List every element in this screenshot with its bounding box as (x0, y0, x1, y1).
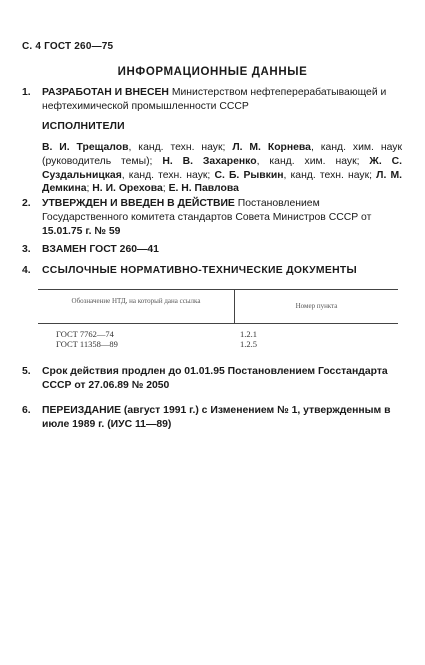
section-2 (22, 197, 402, 239)
executor-name: Л. М. Корнева (232, 142, 311, 153)
table-header-rule (38, 323, 398, 324)
page-title: ИНФОРМАЦИОННЫЕ ДАННЫЕ (117, 66, 308, 78)
section-2-heading: УТВЕРЖДЕН И ВВЕДЕН В ДЕЙСТВИЕ (42, 198, 235, 209)
table-top-rule (38, 289, 398, 290)
section-2-date: 15.01.75 г. № 59 (42, 226, 121, 237)
executor-title: , канд. техн. наук; (121, 169, 215, 181)
executor-title: , канд. техн. наук; (128, 142, 233, 153)
executors-heading: ИСПОЛНИТЕЛИ (42, 121, 125, 132)
section-2-number: 2. (22, 198, 31, 209)
table-header-document: Обозначение НТД, на который дана ссылка (71, 297, 201, 305)
executors-list (42, 141, 402, 196)
executor-title: , канд. хим. наук (руководитель темы); (42, 142, 402, 167)
executor-name: Е. Н. Павлова (168, 183, 239, 195)
executor-title: , канд. хим. наук; (256, 155, 370, 167)
executor-separator: ; (162, 183, 169, 195)
executor-name: С. Б. Рывкин (214, 169, 284, 181)
section-2-text: Постановлением Государственного комитета стандартов Совета Министров СССР от (42, 198, 372, 223)
table-cell-point: 1.2.1 (240, 329, 257, 339)
executor-separator: ; (86, 183, 93, 195)
references-table (38, 289, 398, 351)
table-cell-doc: ГОСТ 7762—74 (56, 329, 114, 339)
executor-name: Л. М. Демкина (42, 169, 403, 195)
executor-name: Н. В. Захаренко (162, 155, 257, 167)
table-header-point: Номер пункта (295, 302, 338, 310)
section-3 (22, 243, 402, 257)
section-1 (22, 86, 402, 114)
section-1-heading: РАЗРАБОТАН И ВНЕСЕН (42, 87, 169, 98)
page-header: С. 4 ГОСТ 260—75 (22, 41, 114, 52)
section-6 (22, 404, 402, 432)
executor-name: В. И. Трещалов (42, 142, 129, 153)
section-4 (22, 264, 402, 278)
section-3-text: ВЗАМЕН ГОСТ 260—41 (42, 244, 159, 255)
section-1-text: Министерством нефтеперерабатывающей и нефтехимической промышленности СССР (42, 87, 387, 112)
section-5-number: 5. (22, 366, 31, 377)
section-5-text: Срок действия продлен до 01.01.95 Постановлением Госстандарта СССР от 27.06.89 № 2050 (42, 366, 388, 391)
section-4-number: 4. (22, 265, 31, 276)
table-cell-point: 1.2.5 (240, 339, 257, 349)
section-6-number: 6. (22, 405, 31, 416)
section-4-text: ССЫЛОЧНЫЕ НОРМАТИВНО-ТЕХНИЧЕСКИЕ ДОКУМЕНТЫ (42, 265, 358, 276)
section-3-number: 3. (22, 244, 31, 255)
executor-title: , канд. техн. наук; (283, 169, 377, 181)
section-5 (22, 365, 402, 393)
executor-name: Ж. С. Суздальницкая (42, 155, 402, 181)
section-1-number: 1. (22, 87, 31, 98)
table-cell-doc: ГОСТ 11358—89 (56, 339, 118, 349)
section-6-heading: ПЕРЕИЗДАНИЕ (42, 405, 122, 416)
section-6-text: (август 1991 г.) с Изменением № 1, утвержденным в июле 1989 г. (ИУС 11—89) (42, 405, 391, 430)
executor-name: Н. И. Орехова (92, 183, 163, 195)
